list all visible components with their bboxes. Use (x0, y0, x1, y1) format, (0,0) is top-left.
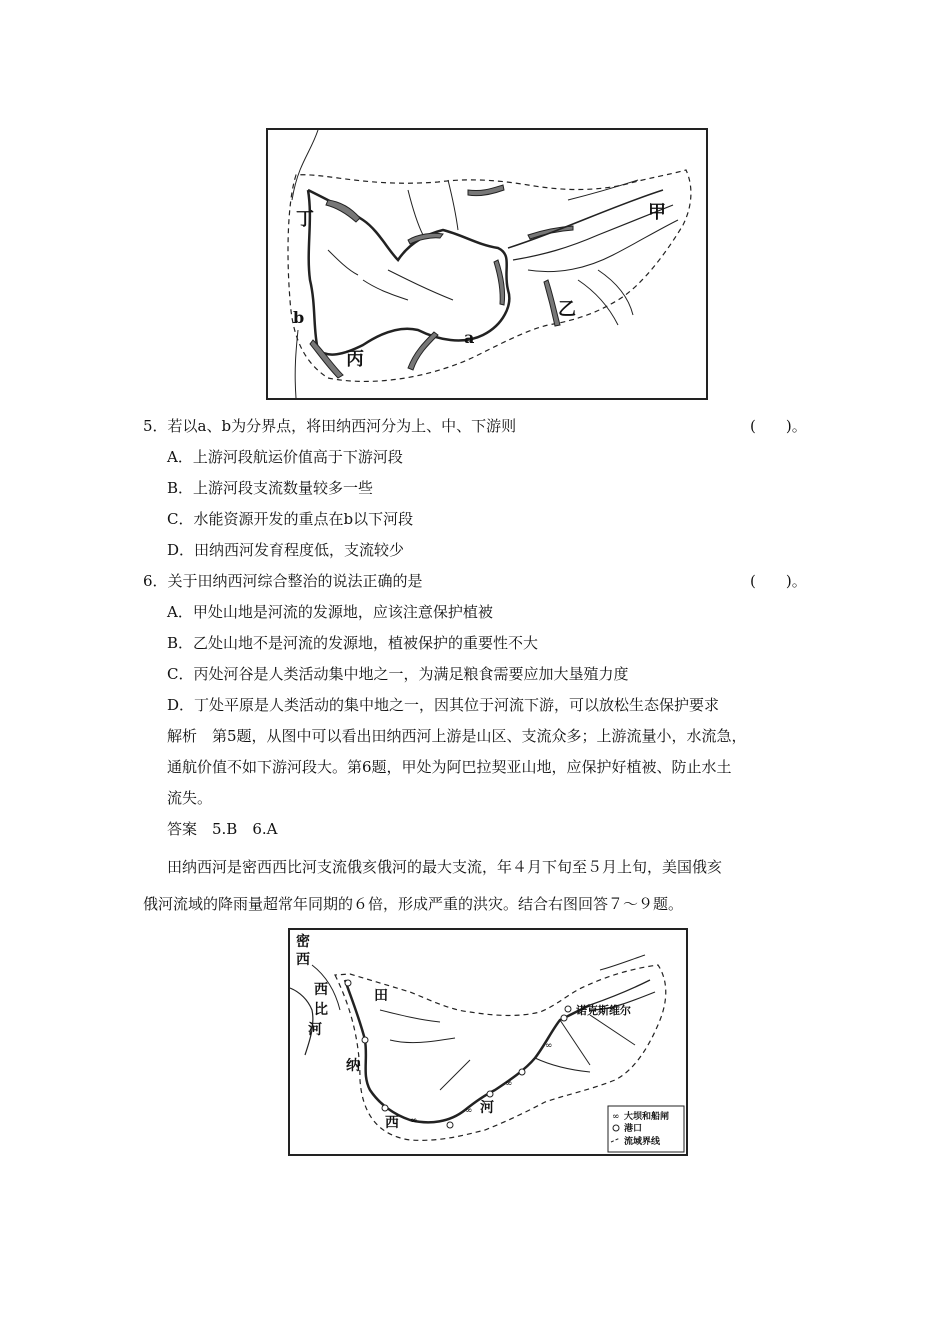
tributary (590, 1015, 635, 1045)
dam-icon: ∞ (465, 1106, 473, 1116)
label-knoxville: 诺克斯维尔 (576, 1004, 631, 1017)
tributary (380, 1010, 440, 1022)
q5-option-c: C．水能资源开发的重点在b以下河段 (167, 510, 414, 528)
label-he-1: 河 (308, 1022, 322, 1038)
legend-port-icon (613, 1125, 619, 1131)
intro-line-2: 俄河流域的降雨量超常年同期的６倍，形成严重的洪灾。结合右图回答７～９题。 (143, 895, 684, 913)
port-icon (345, 980, 351, 986)
label-mi: 密 (296, 934, 310, 950)
tributary (363, 280, 408, 300)
port-icon (519, 1069, 525, 1075)
tributary (560, 1020, 590, 1065)
tennessee-river-map-2 (288, 928, 688, 1156)
legend-dam-icon: ∞ (612, 1112, 620, 1122)
tributary (390, 1038, 455, 1043)
map-legend (608, 1106, 684, 1152)
analysis-line-2: 通航价值不如下游河段大。第6题，甲处为阿巴拉契亚山地，应保护好植被、防止水土 (167, 758, 732, 776)
tributary (440, 1060, 470, 1090)
map-1-drawing (268, 130, 706, 398)
label-he-2: 河 (480, 1100, 494, 1116)
tributary (600, 955, 645, 970)
answer-line: 答案 5.B 6.A (167, 820, 278, 838)
label-ding: 丁 (296, 209, 314, 230)
dam-icon: ∞ (505, 1079, 513, 1089)
port-icon (362, 1037, 368, 1043)
tributary (578, 280, 618, 325)
tributary (528, 220, 678, 272)
label-jia: 甲 (648, 202, 666, 223)
reservoir (494, 260, 505, 305)
label-bing: 丙 (346, 349, 364, 370)
port-icon (565, 1006, 571, 1012)
label-xi-3: 西 (385, 1115, 399, 1131)
question-5-text: 5．若以a、b为分界点，将田纳西河分为上、中、下游则 (143, 417, 517, 435)
tributary (388, 270, 453, 300)
q5-option-a: A．上游河段航运价值高于下游河段 (167, 448, 403, 466)
tributary (508, 190, 663, 248)
legend-boundary: 流域界线 (624, 1137, 661, 1147)
main-river (308, 190, 509, 355)
tennessee-river-map-1 (266, 128, 708, 400)
question-6-stem: 6．关于田纳西河综合整治的说法正确的是 (143, 572, 423, 590)
label-yi: 乙 (558, 299, 576, 320)
analysis-line-3: 流失。 (167, 789, 213, 807)
label-bi: 比 (314, 1002, 328, 1018)
reservoir (468, 185, 504, 196)
label-xi-1: 西 (296, 952, 310, 968)
reservoir (408, 332, 438, 370)
label-b: b (293, 308, 305, 327)
port-icon (561, 1015, 567, 1021)
label-na: 纳 (346, 1058, 360, 1074)
tributary (448, 180, 458, 230)
port-icon (487, 1091, 493, 1097)
question-5-stem (143, 416, 516, 436)
tributary (590, 980, 650, 1005)
reservoir (310, 340, 343, 378)
question-5-bracket: ( )。 (750, 417, 807, 435)
q5-option-d: D．田纳西河发育程度低，支流较少 (167, 541, 405, 559)
label-tian: 田 (374, 988, 388, 1004)
q6-option-a: A．甲处山地是河流的发源地，应该注意保护植被 (167, 603, 493, 621)
port-icon (382, 1105, 388, 1111)
map-2-drawing (290, 930, 686, 1154)
label-a: a (464, 328, 475, 347)
reservoir (326, 200, 360, 222)
dam-icon: ∞ (410, 1116, 418, 1126)
q6-option-d: D．丁处平原是人类活动的集中地之一，因其位于河流下游，可以放松生态保护要求 (167, 696, 720, 714)
northwest-river (292, 130, 318, 200)
analysis-line-1: 解析 第5题，从图中可以看出田纳西河上游是山区、支流众多；上游流量小，水流急， (167, 727, 747, 745)
intro-line-1: 田纳西河是密西西比河支流俄亥俄河的最大支流，年４月下旬至５月上旬，美国俄亥 (167, 858, 723, 876)
label-xi-2: 西 (314, 982, 328, 998)
q5-option-b: B．上游河段支流数量较多一些 (167, 479, 374, 497)
port-icon (447, 1122, 453, 1128)
reservoir (408, 233, 443, 244)
tributary (535, 1058, 590, 1072)
q6-option-c: C．丙处河谷是人类活动集中地之一，为满足粮食需要应加大垦殖力度 (167, 665, 629, 683)
q6-option-b: B．乙处山地不是河流的发源地，植被保护的重要性不大 (167, 634, 539, 652)
tributary (328, 250, 358, 275)
question-6-bracket: ( )。 (750, 572, 807, 590)
legend-dam: 大坝和船闸 (624, 1112, 670, 1122)
tributary (408, 190, 423, 235)
legend-port: 港口 (624, 1124, 643, 1134)
dam-icon: ∞ (545, 1041, 553, 1051)
